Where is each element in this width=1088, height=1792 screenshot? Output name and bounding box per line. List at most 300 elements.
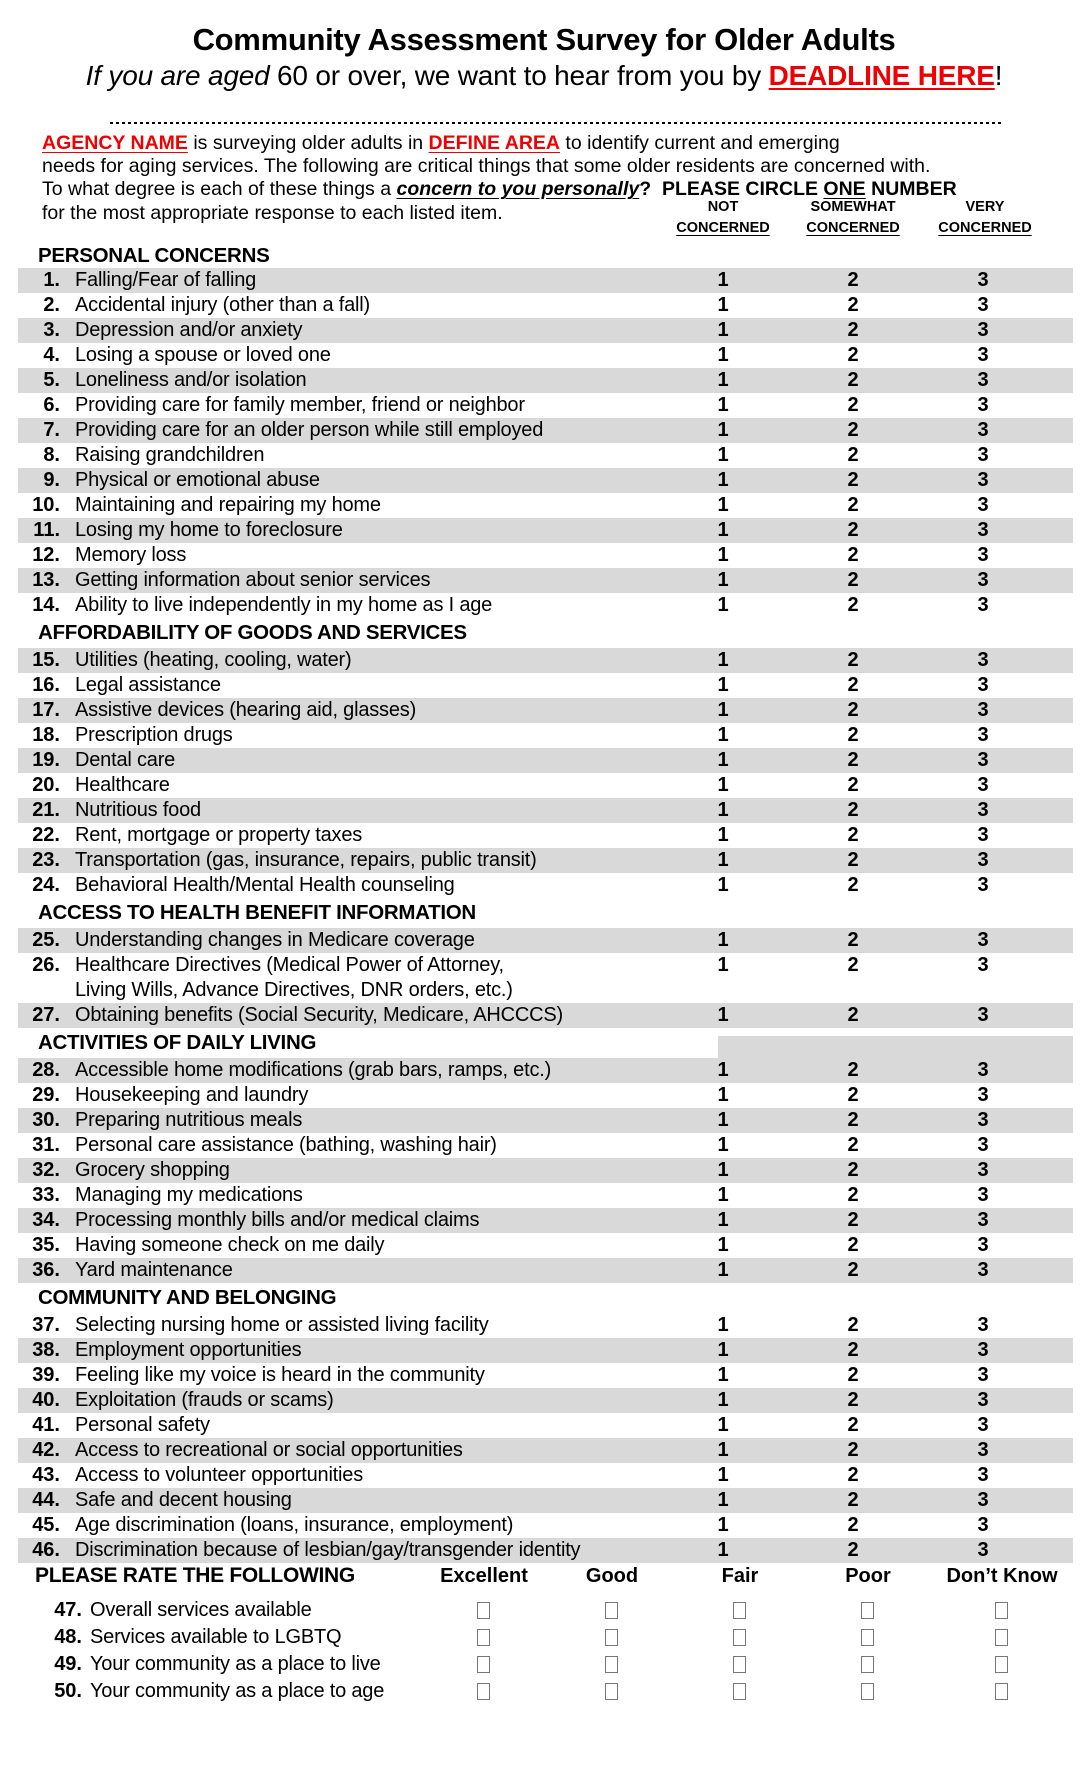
- concern-item-row: [18, 518, 1073, 543]
- intro-text: PLEASE CIRCLE: [661, 178, 824, 201]
- rating-option-2[interactable]: 2: [847, 1414, 859, 1436]
- item-number: 7.: [43, 419, 60, 441]
- concern-item-row: [18, 443, 1073, 468]
- item-number: 28.: [32, 1059, 60, 1081]
- section-header: [18, 243, 1073, 268]
- rating-option-3[interactable]: 3: [977, 1489, 989, 1511]
- rating-option-3[interactable]: 3: [977, 774, 989, 796]
- rating-option-1[interactable]: 1: [717, 1414, 729, 1436]
- item-label: Understanding changes in Medicare coverage: [75, 929, 475, 951]
- rating-column-header: Excellent: [440, 1565, 528, 1587]
- section-header: [18, 1028, 1073, 1058]
- item-number: 48.: [54, 1626, 82, 1648]
- item-label: Selecting nursing home or assisted living facility: [75, 1314, 489, 1336]
- item-number: 47.: [54, 1599, 82, 1621]
- concern-item-row: [18, 798, 1073, 823]
- checkbox-fair[interactable]: [733, 1602, 746, 1619]
- rating-option-1[interactable]: 1: [717, 1514, 729, 1536]
- checkbox-excellent[interactable]: [477, 1629, 490, 1646]
- item-number: 32.: [32, 1159, 60, 1181]
- rating-option-3[interactable]: 3: [977, 824, 989, 846]
- column-header-bottom-label: CONCERNED: [676, 220, 770, 236]
- checkbox-poor[interactable]: [861, 1602, 874, 1619]
- rating-option-3[interactable]: 3: [977, 849, 989, 871]
- checkbox-excellent[interactable]: [477, 1656, 490, 1673]
- item-label: Age discrimination (loans, insurance, employment): [75, 1514, 514, 1536]
- rating-option-3[interactable]: 3: [977, 1159, 989, 1181]
- concern-item-row: [18, 1058, 1073, 1083]
- rating-option-2[interactable]: 2: [847, 394, 859, 416]
- rating-option-3[interactable]: 3: [977, 544, 989, 566]
- rating-option-2[interactable]: 2: [847, 319, 859, 341]
- column-header-not: [663, 197, 783, 239]
- rating-option-2[interactable]: 2: [847, 1314, 859, 1336]
- item-number: 25.: [32, 929, 60, 951]
- checkbox-fair[interactable]: [733, 1656, 746, 1673]
- rating-table-title: PLEASE RATE THE FOLLOWING: [35, 1564, 355, 1587]
- rating-option-2[interactable]: 2: [847, 929, 859, 951]
- concern-item-row: [18, 953, 1073, 1003]
- rating-option-3[interactable]: 3: [977, 494, 989, 516]
- rating-option-1[interactable]: 1: [717, 544, 729, 566]
- rating-option-3[interactable]: 3: [977, 799, 989, 821]
- concern-item-row: [18, 723, 1073, 748]
- agency-name-placeholder: AGENCY NAME: [42, 132, 188, 154]
- rating-option-1[interactable]: 1: [717, 1314, 729, 1336]
- rating-option-1[interactable]: 1: [717, 874, 729, 896]
- concern-table: [18, 243, 1073, 1563]
- rating-column-header: Fair: [721, 1565, 759, 1587]
- rating-option-2[interactable]: 2: [847, 419, 859, 441]
- rating-option-2[interactable]: 2: [847, 1389, 859, 1411]
- concern-item-row: [18, 318, 1073, 343]
- rating-option-1[interactable]: 1: [717, 444, 729, 466]
- rating-option-2[interactable]: 2: [847, 849, 859, 871]
- item-number: 20.: [32, 774, 60, 796]
- checkbox-poor[interactable]: [861, 1629, 874, 1646]
- rating-option-1[interactable]: 1: [717, 269, 729, 291]
- checkbox-fair[interactable]: [733, 1629, 746, 1646]
- rating-option-2[interactable]: 2: [847, 1439, 859, 1461]
- item-label: Healthcare Directives (Medical Power of Attorney,: [75, 954, 504, 976]
- item-label: Feeling like my voice is heard in the community: [75, 1364, 485, 1386]
- column-header-top-label: SOMEWHAT: [810, 199, 896, 215]
- rating-option-3[interactable]: 3: [977, 1259, 989, 1281]
- rating-option-1[interactable]: 1: [717, 824, 729, 846]
- intro-text: ?: [639, 178, 652, 201]
- concern-item-row: [18, 928, 1073, 953]
- rating-option-2[interactable]: 2: [847, 519, 859, 541]
- item-number: 9.: [43, 469, 60, 491]
- item-label: Raising grandchildren: [75, 444, 265, 466]
- item-label: Healthcare: [75, 774, 170, 796]
- rating-option-3[interactable]: 3: [977, 269, 989, 291]
- rating-option-2[interactable]: 2: [847, 1134, 859, 1156]
- rating-option-3[interactable]: 3: [977, 294, 989, 316]
- rating-option-2[interactable]: 2: [847, 724, 859, 746]
- subtitle-text: !: [994, 60, 1003, 91]
- column-header-somewhat: [793, 197, 913, 239]
- item-label: Nutritious food: [75, 799, 201, 821]
- rating-option-1[interactable]: 1: [717, 1109, 729, 1131]
- intro-text: ONE: [823, 178, 866, 201]
- checkbox-excellent[interactable]: [477, 1683, 490, 1700]
- rating-option-2[interactable]: 2: [847, 1084, 859, 1106]
- define-area-placeholder: DEFINE AREA: [428, 132, 561, 154]
- item-number: 23.: [32, 849, 60, 871]
- concern-item-row: [18, 393, 1073, 418]
- rating-option-3[interactable]: 3: [977, 1314, 989, 1336]
- rating-option-2[interactable]: 2: [847, 1004, 859, 1026]
- rating-option-1[interactable]: 1: [717, 1084, 729, 1106]
- rating-option-2[interactable]: 2: [847, 294, 859, 316]
- rating-option-3[interactable]: 3: [977, 699, 989, 721]
- rating-option-1[interactable]: 1: [717, 929, 729, 951]
- intro-text: NUMBER: [865, 178, 957, 201]
- subtitle-text: If you are aged: [85, 60, 278, 91]
- item-number: 33.: [32, 1184, 60, 1206]
- section-title: COMMUNITY AND BELONGING: [38, 1286, 337, 1309]
- rating-option-1[interactable]: 1: [717, 469, 729, 491]
- rating-option-1[interactable]: 1: [717, 849, 729, 871]
- section-title: AFFORDABILITY OF GOODS AND SERVICES: [38, 621, 467, 644]
- rating-option-2[interactable]: 2: [847, 1109, 859, 1131]
- rating-option-1[interactable]: 1: [717, 799, 729, 821]
- rating-option-2[interactable]: 2: [847, 774, 859, 796]
- rating-option-1[interactable]: 1: [717, 674, 729, 696]
- rating-column-header: Good: [585, 1565, 639, 1587]
- concern-item-row: [18, 1413, 1073, 1438]
- rating-option-3[interactable]: 3: [977, 749, 989, 771]
- item-label: Employment opportunities: [75, 1339, 302, 1361]
- item-label: Services available to LGBTQ: [90, 1626, 342, 1648]
- checkbox-excellent[interactable]: [477, 1602, 490, 1619]
- item-number: 12.: [32, 544, 60, 566]
- rating-option-3[interactable]: 3: [977, 344, 989, 366]
- rating-option-3[interactable]: 3: [977, 1234, 989, 1256]
- concern-item-row: [18, 343, 1073, 368]
- rating-table: [0, 1561, 1088, 1705]
- item-label: Processing monthly bills and/or medical claims: [75, 1209, 480, 1231]
- item-label: Assistive devices (hearing aid, glasses): [75, 699, 417, 721]
- rating-option-2[interactable]: 2: [847, 1364, 859, 1386]
- item-number: 35.: [32, 1234, 60, 1256]
- checkbox-don-t-know[interactable]: [995, 1656, 1008, 1673]
- intro-text: to identify current and emerging: [560, 132, 840, 154]
- rating-option-2[interactable]: 2: [847, 799, 859, 821]
- dashed-divider: [110, 122, 1003, 124]
- rating-option-1[interactable]: 1: [717, 1389, 729, 1411]
- item-label: Yard maintenance: [75, 1259, 233, 1281]
- rating-option-2[interactable]: 2: [847, 1339, 859, 1361]
- rating-option-1[interactable]: 1: [717, 954, 729, 976]
- rating-option-3[interactable]: 3: [977, 1134, 989, 1156]
- concern-item-row: [18, 698, 1073, 723]
- checkbox-poor[interactable]: [861, 1683, 874, 1700]
- concern-item-row: [18, 1338, 1073, 1363]
- rating-option-1[interactable]: 1: [717, 344, 729, 366]
- item-label: Legal assistance: [75, 674, 221, 696]
- item-label: Grocery shopping: [75, 1159, 230, 1181]
- rating-option-1[interactable]: 1: [717, 1234, 729, 1256]
- rating-option-2[interactable]: 2: [847, 469, 859, 491]
- concern-item-row: [18, 1438, 1073, 1463]
- item-number: 39.: [32, 1364, 60, 1386]
- item-label: Losing my home to foreclosure: [75, 519, 343, 541]
- intro-text: needs for aging services. The following are critical things that some older residents are concerned with.: [42, 155, 931, 178]
- rating-option-3[interactable]: 3: [977, 1004, 989, 1026]
- rating-option-3[interactable]: 3: [977, 1339, 989, 1361]
- item-label: Transportation (gas, insurance, repairs, public transit): [75, 849, 537, 871]
- item-number: 42.: [32, 1439, 60, 1461]
- concern-item-row: [18, 1158, 1073, 1183]
- rating-option-1[interactable]: 1: [717, 774, 729, 796]
- rating-column-header: Poor: [845, 1565, 891, 1587]
- checkbox-don-t-know[interactable]: [995, 1683, 1008, 1700]
- rating-option-2[interactable]: 2: [847, 699, 859, 721]
- item-number: 1.: [43, 269, 60, 291]
- item-label: Falling/Fear of falling: [75, 269, 257, 291]
- subtitle: [0, 60, 1088, 92]
- rating-option-3[interactable]: 3: [977, 954, 989, 976]
- concern-item-row: [18, 543, 1073, 568]
- item-label: Providing care for family member, friend or neighbor: [75, 394, 525, 416]
- rating-option-1[interactable]: 1: [717, 1004, 729, 1026]
- checkbox-good[interactable]: [605, 1629, 618, 1646]
- rating-option-2[interactable]: 2: [847, 674, 859, 696]
- rating-option-2[interactable]: 2: [847, 569, 859, 591]
- item-label: Depression and/or anxiety: [75, 319, 303, 341]
- item-label: Safe and decent housing: [75, 1489, 292, 1511]
- rating-option-1[interactable]: 1: [717, 1464, 729, 1486]
- rating-option-2[interactable]: 2: [847, 1464, 859, 1486]
- rating-option-1[interactable]: 1: [717, 749, 729, 771]
- item-number: 14.: [32, 594, 60, 616]
- intro-text: [651, 178, 662, 200]
- rating-option-1[interactable]: 1: [717, 724, 729, 746]
- rating-option-1[interactable]: 1: [717, 1339, 729, 1361]
- rating-option-1[interactable]: 1: [717, 1489, 729, 1511]
- rating-option-3[interactable]: 3: [977, 519, 989, 541]
- rating-option-1[interactable]: 1: [717, 294, 729, 316]
- rating-option-1[interactable]: 1: [717, 419, 729, 441]
- item-number: 46.: [32, 1539, 60, 1561]
- item-label-line2: Living Wills, Advance Directives, DNR orders, etc.): [75, 979, 513, 1001]
- rating-option-1[interactable]: 1: [717, 319, 729, 341]
- rating-option-2[interactable]: 2: [847, 1259, 859, 1281]
- rating-option-2[interactable]: 2: [847, 1234, 859, 1256]
- item-number: 38.: [32, 1339, 60, 1361]
- rating-option-3[interactable]: 3: [977, 1209, 989, 1231]
- item-label: Accidental injury (other than a fall): [75, 294, 370, 316]
- rating-option-1[interactable]: 1: [717, 1209, 729, 1231]
- item-label: Preparing nutritious meals: [75, 1109, 303, 1131]
- rating-option-1[interactable]: 1: [717, 569, 729, 591]
- concern-item-row: [18, 1133, 1073, 1158]
- item-label: Providing care for an older person while still employed: [75, 419, 544, 441]
- rating-option-3[interactable]: 3: [977, 1109, 989, 1131]
- rating-option-2[interactable]: 2: [847, 749, 859, 771]
- rating-option-3[interactable]: 3: [977, 444, 989, 466]
- item-number: 16.: [32, 674, 60, 696]
- rating-column-header: Don’t Know: [946, 1565, 1058, 1587]
- checkbox-poor[interactable]: [861, 1656, 874, 1673]
- rating-option-3[interactable]: 3: [977, 724, 989, 746]
- rating-option-2[interactable]: 2: [847, 594, 859, 616]
- rating-option-2[interactable]: 2: [847, 1159, 859, 1181]
- rating-option-2[interactable]: 2: [847, 874, 859, 896]
- item-number: 44.: [32, 1489, 60, 1511]
- rating-option-2[interactable]: 2: [847, 649, 859, 671]
- rating-option-1[interactable]: 1: [717, 1539, 729, 1561]
- rating-option-3[interactable]: 3: [977, 419, 989, 441]
- rating-option-3[interactable]: 3: [977, 469, 989, 491]
- rating-option-1[interactable]: 1: [717, 494, 729, 516]
- concern-item-row: [18, 493, 1073, 518]
- item-label: Behavioral Health/Mental Health counseling: [75, 874, 455, 896]
- concern-item-row: [18, 593, 1073, 618]
- rating-option-3[interactable]: 3: [977, 394, 989, 416]
- rating-option-3[interactable]: 3: [977, 1439, 989, 1461]
- rating-option-3[interactable]: 3: [977, 1084, 989, 1106]
- rating-option-3[interactable]: 3: [977, 1184, 989, 1206]
- rating-option-1[interactable]: 1: [717, 1159, 729, 1181]
- rating-option-2[interactable]: 2: [847, 269, 859, 291]
- concern-item-row: [18, 1388, 1073, 1413]
- concern-item-row: [18, 773, 1073, 798]
- column-header-top-label: NOT: [707, 199, 739, 215]
- checkbox-good[interactable]: [605, 1683, 618, 1700]
- item-number: 26.: [32, 954, 60, 976]
- item-number: 41.: [32, 1414, 60, 1436]
- rating-option-1[interactable]: 1: [717, 1259, 729, 1281]
- rating-option-3[interactable]: 3: [977, 1364, 989, 1386]
- item-number: 29.: [32, 1084, 60, 1106]
- concern-item-row: [18, 568, 1073, 593]
- concern-item-row: [18, 1183, 1073, 1208]
- rating-option-2[interactable]: 2: [847, 344, 859, 366]
- section-header: [18, 1283, 1073, 1313]
- item-label: Discrimination because of lesbian/gay/transgender identity: [75, 1539, 581, 1561]
- rating-option-3[interactable]: 3: [977, 369, 989, 391]
- checkbox-don-t-know[interactable]: [995, 1629, 1008, 1646]
- item-label: Maintaining and repairing my home: [75, 494, 381, 516]
- page-title: Community Assessment Survey for Older Adults: [192, 22, 896, 57]
- item-number: 10.: [32, 494, 60, 516]
- checkbox-good[interactable]: [605, 1602, 618, 1619]
- rating-option-3[interactable]: 3: [977, 1464, 989, 1486]
- rating-option-3[interactable]: 3: [977, 929, 989, 951]
- rating-option-1[interactable]: 1: [717, 699, 729, 721]
- intro-line-1: [42, 132, 1052, 155]
- rating-option-2[interactable]: 2: [847, 1209, 859, 1231]
- rating-option-3[interactable]: 3: [977, 319, 989, 341]
- rating-option-3[interactable]: 3: [977, 674, 989, 696]
- rating-option-3[interactable]: 3: [977, 874, 989, 896]
- rating-option-2[interactable]: 2: [847, 1514, 859, 1536]
- item-label: Access to recreational or social opportunities: [75, 1439, 463, 1461]
- concern-item-row: [18, 1003, 1073, 1028]
- item-label: Housekeeping and laundry: [75, 1084, 309, 1106]
- rating-option-3[interactable]: 3: [977, 594, 989, 616]
- rating-option-3[interactable]: 3: [977, 1059, 989, 1081]
- item-label: Obtaining benefits (Social Security, Medicare, AHCCCS): [75, 1004, 563, 1026]
- checkbox-good[interactable]: [605, 1656, 618, 1673]
- item-label: Utilities (heating, cooling, water): [75, 649, 352, 671]
- rating-option-2[interactable]: 2: [847, 444, 859, 466]
- rating-option-1[interactable]: 1: [717, 1184, 729, 1206]
- rating-option-2[interactable]: 2: [847, 1489, 859, 1511]
- rating-option-2[interactable]: 2: [847, 1059, 859, 1081]
- rating-option-1[interactable]: 1: [717, 1134, 729, 1156]
- item-label: Overall services available: [90, 1599, 312, 1621]
- item-number: 11.: [33, 519, 60, 541]
- rating-option-2[interactable]: 2: [847, 369, 859, 391]
- rating-option-3[interactable]: 3: [977, 1514, 989, 1536]
- checkbox-fair[interactable]: [733, 1683, 746, 1700]
- item-number: 6.: [43, 394, 60, 416]
- rating-option-1[interactable]: 1: [717, 594, 729, 616]
- concern-item-row: [18, 268, 1073, 293]
- concern-item-row: [18, 1083, 1073, 1108]
- item-number: 22.: [32, 824, 60, 846]
- intro-line-2: [42, 155, 1052, 178]
- rating-option-2[interactable]: 2: [847, 824, 859, 846]
- concern-item-row: [18, 418, 1073, 443]
- item-label: Physical or emotional abuse: [75, 469, 320, 491]
- concern-item-row: [18, 468, 1073, 493]
- item-number: 2.: [43, 294, 60, 316]
- item-label: Ability to live independently in my home as I age: [75, 594, 493, 616]
- rating-option-1[interactable]: 1: [717, 1059, 729, 1081]
- rate-item-row: [0, 1651, 1088, 1678]
- rating-option-1[interactable]: 1: [717, 519, 729, 541]
- rating-option-1[interactable]: 1: [717, 1439, 729, 1461]
- rating-option-3[interactable]: 3: [977, 1539, 989, 1561]
- item-number: 5.: [43, 369, 60, 391]
- item-number: 21.: [32, 799, 60, 821]
- section-columns-shading: [718, 1036, 1073, 1058]
- rating-option-1[interactable]: 1: [717, 649, 729, 671]
- rating-option-2[interactable]: 2: [847, 954, 859, 976]
- rating-option-3[interactable]: 3: [977, 649, 989, 671]
- concern-item-row: [18, 1463, 1073, 1488]
- concern-item-row: [18, 1538, 1073, 1563]
- rating-option-3[interactable]: 3: [977, 1414, 989, 1436]
- rating-option-2[interactable]: 2: [847, 1184, 859, 1206]
- item-number: 19.: [32, 749, 60, 771]
- rating-option-3[interactable]: 3: [977, 569, 989, 591]
- rating-option-1[interactable]: 1: [717, 369, 729, 391]
- rating-option-3[interactable]: 3: [977, 1389, 989, 1411]
- rating-option-2[interactable]: 2: [847, 494, 859, 516]
- item-number: 15.: [32, 649, 60, 671]
- item-number: 8.: [43, 444, 60, 466]
- rating-option-1[interactable]: 1: [717, 394, 729, 416]
- rating-option-2[interactable]: 2: [847, 544, 859, 566]
- rating-option-1[interactable]: 1: [717, 1364, 729, 1386]
- rate-item-row: [0, 1624, 1088, 1651]
- checkbox-don-t-know[interactable]: [995, 1602, 1008, 1619]
- item-number: 13.: [32, 569, 60, 591]
- item-label: Your community as a place to live: [90, 1653, 381, 1675]
- item-label: Prescription drugs: [75, 724, 233, 746]
- item-label: Getting information about senior services: [75, 569, 431, 591]
- column-header-top-label: VERY: [965, 199, 1005, 215]
- rating-option-2[interactable]: 2: [847, 1539, 859, 1561]
- concern-item-row: [18, 648, 1073, 673]
- item-number: 43.: [32, 1464, 60, 1486]
